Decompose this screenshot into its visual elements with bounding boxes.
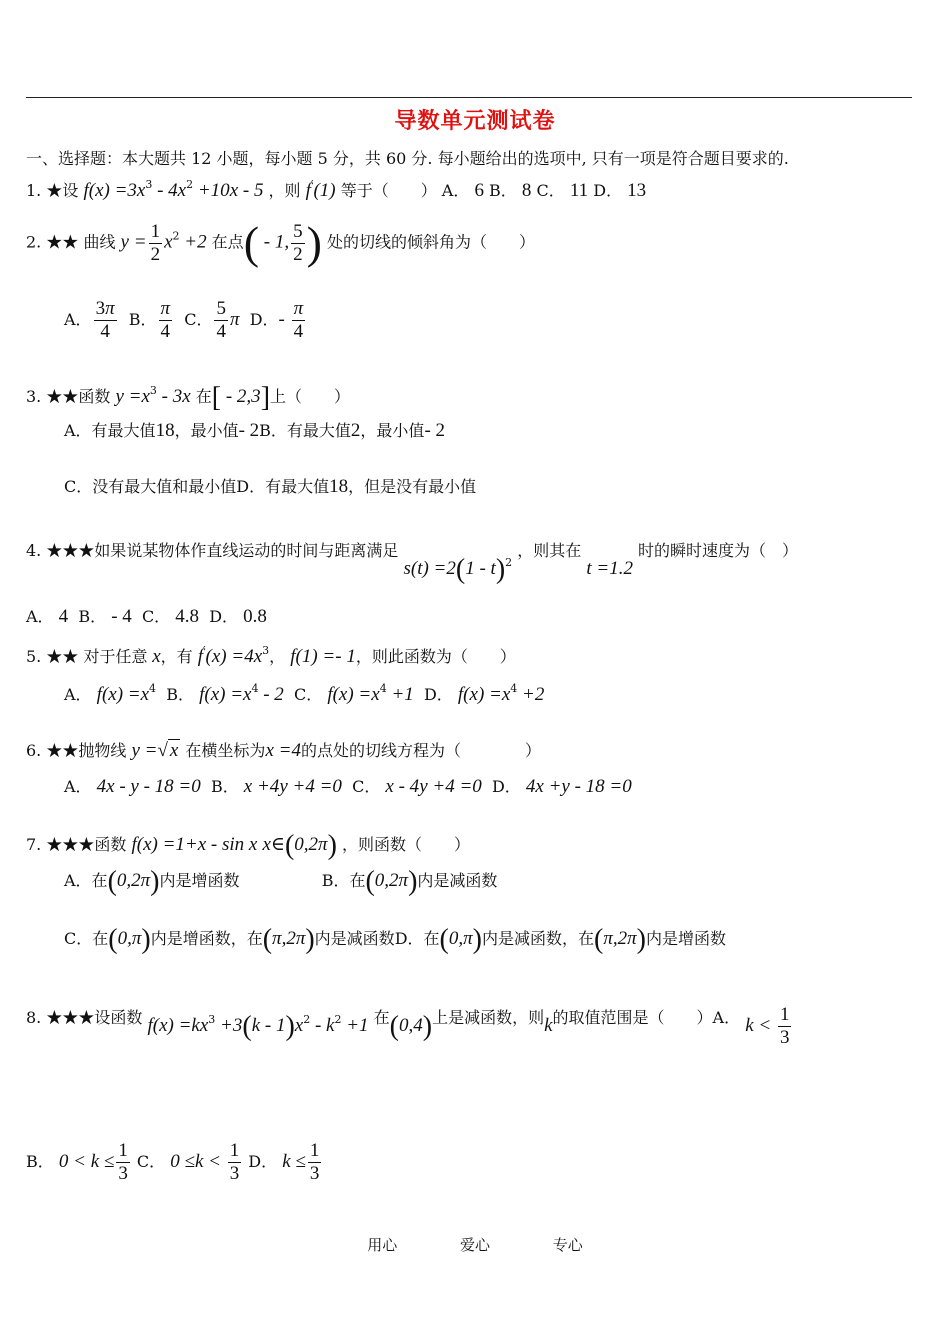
- question-4-options: A． 4 B． - 4 C． 4.8 D． 0.8: [26, 606, 267, 627]
- footer-text-3: 专心: [552, 1236, 583, 1254]
- header-rule: [26, 97, 912, 98]
- question-1: 1. ★设 $f(x) =3x^3 - 4x^2 +10x - 5$ ，则 f′(1) 等于（ ） A． 6 B． 8 C． 11 D． 13: [26, 178, 647, 201]
- question-5: 5. ★★ 对于任意 x，有 $f'(x) =4x^3$， f(1) =- 1，则此函数为（ ）: [26, 644, 516, 667]
- question-8: 8. ★★★设函数 $f(x) =kx^3 +3(k - 1)x^2 - k^2 +1$ 在(0,4)上是减函数，则k的取值范围是（ ）A． k < $\frac{1}{3}$: [26, 1004, 790, 1048]
- question-7-cd: C．在(0,π)内是增函数，在(π,2π)内是减函数D．在(0,π)内是减函数，在(π,2π)内是增函数: [64, 924, 726, 955]
- page-title: 导数单元测试卷: [394, 109, 556, 134]
- question-4: 4. ★★★如果说某物体作直线运动的时间与距离满足 s(t) =2(1 - t)$^2$ ，则其在 t =1.2 时的瞬时速度为（ ）: [26, 541, 799, 585]
- footer-text-2: 爱心: [459, 1236, 490, 1254]
- question-6: 6. ★★抛物线 y =√ x 在横坐标为x =4的点处的切线方程为（ ）: [26, 740, 541, 761]
- question-5-options: A． $f(x) =x^4$ B． $f(x) =x^4 - 2$ C． $f(x) =x^4 +1$ D． $f(x) =x^4 +2$: [64, 682, 545, 705]
- page-footer: [0, 1234, 950, 1255]
- intro-text: 一、选择题：本大题共 12 小题，每小题 5 分，共 60 分. 每小题给出的选项中, 只有一项是符合题目要求的.: [26, 149, 789, 168]
- question-7-ab: A．在(0,2π)内是增函数 B．在(0,2π)内是减函数: [64, 866, 498, 897]
- question-2-options: A． $\frac{3\pi}{4}$ B． $\frac{\pi}{4}$ C． $\frac{5}{4}$ π D．- $\frac{\pi}{4}$: [64, 298, 304, 342]
- footer-text-1: 用心: [367, 1236, 398, 1254]
- question-2: 2. ★★ 曲线 y = $\frac{1}{2}$ $x^2 +2$ 在点( - 1, $\frac{5}{2}$ ) 处的切线的倾斜角为（ ）: [26, 217, 536, 268]
- question-3-ab: A．有最大值18，最小值- 2B．有最大值2，最小值- 2: [64, 420, 446, 441]
- question-3-cd: C．没有最大值和最小值D．有最大值18，但是没有最小值: [64, 476, 477, 497]
- question-3: 3. ★★函数 $y =x^3 - 3x$ 在[ - 2,3]上（ ）: [26, 382, 351, 413]
- question-7: 7. ★★★函数 f(x) =1+x - sin x x∈(0,2π) ，则函数（ ）: [26, 830, 471, 861]
- question-6-options: A． 4x - y - 18 =0 B． x +4y +4 =0 C． x - 4y +4 =0 D． 4x +y - 18 =0: [64, 776, 632, 797]
- question-8-options: B． 0 < k ≤ $\frac{1}{3}$ C． 0 ≤k < $\frac{1}{3}$ D． k ≤ $\frac{1}{3}$: [26, 1140, 320, 1184]
